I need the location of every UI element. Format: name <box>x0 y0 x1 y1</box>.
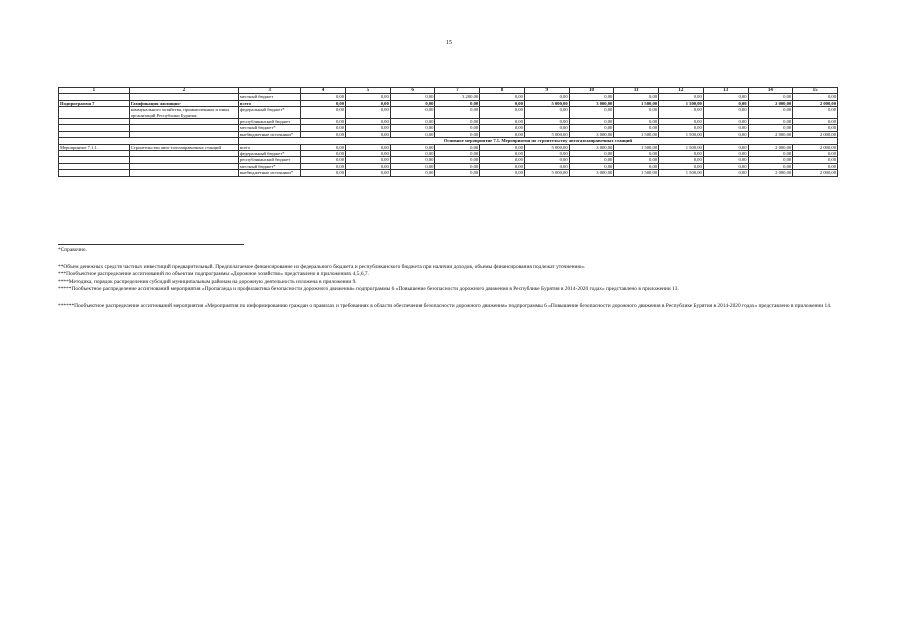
column-header: 12 <box>659 88 704 94</box>
table-cell: 0,00 <box>346 94 391 100</box>
table-cell: 0,00 <box>390 151 435 157</box>
table-cell: 0,00 <box>703 157 748 163</box>
table-cell: 0,00 <box>301 125 346 131</box>
table-cell: 2 000,00 <box>793 131 838 137</box>
table-cell: 0,00 <box>659 94 704 100</box>
table-cell: 0,00 <box>569 157 614 163</box>
table-cell: 0,00 <box>480 144 525 150</box>
table-cell: местный бюджет <box>238 94 300 100</box>
table-cell: 0,00 <box>390 131 435 137</box>
table-cell: 0,00 <box>659 119 704 125</box>
table-cell: 5 000,00 <box>524 144 569 150</box>
column-header: 10 <box>569 88 614 94</box>
table-cell: 0,00 <box>748 163 793 169</box>
table-cell: 2 000,00 <box>793 100 838 106</box>
table-cell: 0,00 <box>435 100 480 106</box>
table-cell: 0,00 <box>301 163 346 169</box>
table-cell: 0,00 <box>346 170 391 176</box>
footnote-divider <box>58 244 244 245</box>
table-cell: 0,00 <box>480 94 525 100</box>
table-cell: 1 500,00 <box>614 100 659 106</box>
table-cell: 0,00 <box>390 170 435 176</box>
section-title: Основное мероприятие 7.1. Мероприятия по строительству автогазозаправочных станций <box>238 138 837 144</box>
table-cell: 0,00 <box>703 151 748 157</box>
table-cell: 2 000,00 <box>793 144 838 150</box>
column-header: 6 <box>390 88 435 94</box>
table-cell: 1 500,00 <box>614 144 659 150</box>
table-cell: 0,00 <box>614 125 659 131</box>
table-cell: 0,00 <box>748 157 793 163</box>
table-cell: 0,00 <box>659 151 704 157</box>
table-cell: 0,00 <box>435 119 480 125</box>
column-header: 1 <box>59 88 130 94</box>
table-cell: 2 000,00 <box>748 100 793 106</box>
table-cell: 3 000,00 <box>569 131 614 137</box>
column-header: 3 <box>238 88 300 94</box>
table-cell: 0,00 <box>301 131 346 137</box>
table-cell: 5 000,00 <box>524 131 569 137</box>
table-cell: республиканский бюджет <box>238 157 300 163</box>
table-cell: 0,00 <box>569 119 614 125</box>
table-cell: 0,00 <box>524 94 569 100</box>
table-cell: 0,00 <box>435 131 480 137</box>
table-cell: 0,00 <box>435 151 480 157</box>
table-cell: 1 500,00 <box>614 170 659 176</box>
table-cell: 0,00 <box>703 125 748 131</box>
table-cell: 0,00 <box>435 170 480 176</box>
table-cell: 0,00 <box>703 119 748 125</box>
page-number: 15 <box>446 40 452 46</box>
table-cell: 0,00 <box>659 163 704 169</box>
column-header: 8 <box>480 88 525 94</box>
table-cell: 0,00 <box>346 100 391 106</box>
table-cell: 2 000,00 <box>748 131 793 137</box>
table-cell: 0,00 <box>614 157 659 163</box>
table-cell: 0,00 <box>524 107 569 119</box>
table-cell: 1 500,00 <box>614 131 659 137</box>
table-cell: 0,00 <box>524 157 569 163</box>
footnote-6: ******Пообъектное распределение ассигнований мероприятия «Мероприятия по информированию граждан о правилах и требованиях в области обеспечения безопасности дорожного движения» подпрограммы 6 «Повышение безопасности дорожного движения в Республике Бурятия в 2014-2020 годах» представлено в приложении 14. <box>58 302 832 309</box>
table-cell: 0,00 <box>390 100 435 106</box>
table-cell: 3 000,00 <box>569 144 614 150</box>
column-header: 7 <box>435 88 480 94</box>
table-cell: 0,00 <box>703 107 748 119</box>
table-cell: 0,00 <box>480 157 525 163</box>
table-cell: 0,00 <box>435 163 480 169</box>
table-cell: 0,00 <box>748 119 793 125</box>
table-cell: 2 000,00 <box>748 170 793 176</box>
table-cell: 0,00 <box>793 107 838 119</box>
table-cell: 0,00 <box>480 163 525 169</box>
table-cell: 0,00 <box>301 119 346 125</box>
table-cell: 0,00 <box>346 107 391 119</box>
budget-table <box>58 87 838 177</box>
footnote-3: ***Пообъектное распределение ассигнований по объектам подпрограммы «Дорожное хозяйство» представлено в приложениях 4,5,6,7. <box>58 271 369 278</box>
table-cell: 0,00 <box>524 125 569 131</box>
column-header: 13 <box>703 88 748 94</box>
table-cell: 0,00 <box>524 163 569 169</box>
table-cell: 0,00 <box>569 125 614 131</box>
table-cell: 0,00 <box>703 170 748 176</box>
table-cell: 0,00 <box>301 100 346 106</box>
table-cell: Строительство авто-газозаправочных станций <box>129 144 238 150</box>
column-header: 11 <box>614 88 659 94</box>
table-cell: 0,00 <box>793 163 838 169</box>
table-cell: 0,00 <box>435 107 480 119</box>
table-cell: 0,00 <box>301 170 346 176</box>
table-cell: 0,00 <box>793 157 838 163</box>
table-row <box>59 107 838 119</box>
column-header: 2 <box>129 88 238 94</box>
table-cell: 0,00 <box>748 151 793 157</box>
table-cell: 0,00 <box>703 94 748 100</box>
table-cell: федеральный бюджет* <box>238 151 300 157</box>
table-cell: 0,00 <box>748 94 793 100</box>
table-cell: 0,00 <box>480 131 525 137</box>
table-cell: коммунального хозяйства, промышленных и иных организаций Республики Бурятия <box>129 107 238 119</box>
table-cell: 0,00 <box>614 107 659 119</box>
table-cell: всего <box>238 100 300 106</box>
table-cell: 0,00 <box>390 163 435 169</box>
table-cell: 0,00 <box>480 119 525 125</box>
footnote-2: **Объем денежных средств частных инвестиций предварительный. Предполагаемое финансирование из федерального бюджета и республиканского бюджета при наличии доходов, объемы финансирования подлежат уточнению». <box>58 263 586 270</box>
table-cell: 0,00 <box>301 157 346 163</box>
table-cell: 0,00 <box>346 119 391 125</box>
table-cell: 0,00 <box>703 163 748 169</box>
table-cell: 0,00 <box>703 131 748 137</box>
table-cell: 0,00 <box>569 107 614 119</box>
table-cell: 0,00 <box>390 144 435 150</box>
table-cell: 0,00 <box>703 144 748 150</box>
table-cell: 0,00 <box>614 94 659 100</box>
table-cell: 2 000,00 <box>748 144 793 150</box>
table-cell: 0,00 <box>748 107 793 119</box>
table-cell: 3 000,00 <box>569 170 614 176</box>
table-cell: 0,00 <box>435 144 480 150</box>
table-cell: 0,00 <box>301 107 346 119</box>
table-cell: местный бюджет* <box>238 163 300 169</box>
table-cell: внебюджетные источники* <box>238 170 300 176</box>
table-cell: 0,00 <box>435 157 480 163</box>
table-cell: 0,00 <box>480 100 525 106</box>
table-cell: 0,00 <box>524 119 569 125</box>
table-cell: 0,00 <box>480 151 525 157</box>
table-cell: Газификация жилищно- <box>129 100 238 106</box>
table-cell: 1 500,00 <box>659 170 704 176</box>
table-cell: 0,00 <box>524 151 569 157</box>
footnotes <box>58 247 843 311</box>
table-cell: республиканский бюджет <box>238 119 300 125</box>
table-cell: 0,00 <box>301 144 346 150</box>
table-cell: 0,00 <box>614 163 659 169</box>
table-cell: 0,00 <box>659 107 704 119</box>
column-header: 14 <box>748 88 793 94</box>
table-cell: 0,00 <box>346 157 391 163</box>
table-cell: 0,00 <box>748 125 793 131</box>
table-cell: 0,00 <box>480 170 525 176</box>
table-cell: 0,00 <box>480 125 525 131</box>
table-row <box>59 170 838 176</box>
table-cell: 0,00 <box>301 94 346 100</box>
table-cell: 0,00 <box>793 151 838 157</box>
table-cell: 0,00 <box>346 131 391 137</box>
table-cell: 0,00 <box>301 151 346 157</box>
table-cell: 0,00 <box>390 94 435 100</box>
column-header: 4 <box>301 88 346 94</box>
table-cell: 1 500,00 <box>659 131 704 137</box>
table-cell: 3 200,00 <box>435 94 480 100</box>
table-cell: Подпрограмма 7 <box>59 100 130 106</box>
footnote-5: *****Пообъектное распределение ассигнований мероприятия «Пропаганда и профилактика безопасности дорожного движения» подпрограммы 6 «Повышение безопасности дорожного движения в Республике Бурятия в 2014-2020 годах» представлено в приложении 13. <box>58 286 679 293</box>
table-cell: 0,00 <box>390 119 435 125</box>
table-cell: 0,00 <box>346 144 391 150</box>
table-cell: 0,00 <box>659 125 704 131</box>
table-cell: 0,00 <box>435 125 480 131</box>
table-cell: 0,00 <box>793 94 838 100</box>
table-cell <box>59 170 130 176</box>
table-cell: 0,00 <box>569 163 614 169</box>
table-cell: 0,00 <box>346 163 391 169</box>
table-cell: 0,00 <box>390 107 435 119</box>
table-cell: 0,00 <box>614 119 659 125</box>
table-cell: 1 500,00 <box>659 144 704 150</box>
table-cell: 0,00 <box>346 125 391 131</box>
footnote-4: ****Методика, порядок распределения субсидий муниципальным районам на дорожную деятельность изложена в приложении 9. <box>58 278 357 285</box>
table-cell: 3 000,00 <box>569 100 614 106</box>
table-cell: 0,00 <box>614 151 659 157</box>
table-cell: 1 500,00 <box>659 100 704 106</box>
table-cell: федеральный бюджет* <box>238 107 300 119</box>
table-cell: Мероприятие 7.1.1. <box>59 144 130 150</box>
column-header: 5 <box>346 88 391 94</box>
footnote-1: *Справочно. <box>58 247 87 253</box>
table-cell: местный бюджет* <box>238 125 300 131</box>
table-cell: внебюджетные источники* <box>238 131 300 137</box>
table-cell <box>129 170 238 176</box>
table-cell: 0,00 <box>703 100 748 106</box>
table-cell: 0,00 <box>793 119 838 125</box>
table-cell: 0,00 <box>569 151 614 157</box>
table-cell: 0,00 <box>659 157 704 163</box>
column-header: 15 <box>793 88 838 94</box>
table-cell: 0,00 <box>390 157 435 163</box>
column-header: 9 <box>524 88 569 94</box>
table-cell: 0,00 <box>569 94 614 100</box>
table-cell: 5 000,00 <box>524 170 569 176</box>
table-cell: 2 000,00 <box>793 170 838 176</box>
table-cell: 0,00 <box>390 125 435 131</box>
table-cell: 0,00 <box>793 125 838 131</box>
table-cell: всего <box>238 144 300 150</box>
table-cell: 0,00 <box>480 107 525 119</box>
table-cell: 0,00 <box>346 151 391 157</box>
table-cell: 5 000,00 <box>524 100 569 106</box>
table-cell <box>59 107 130 119</box>
